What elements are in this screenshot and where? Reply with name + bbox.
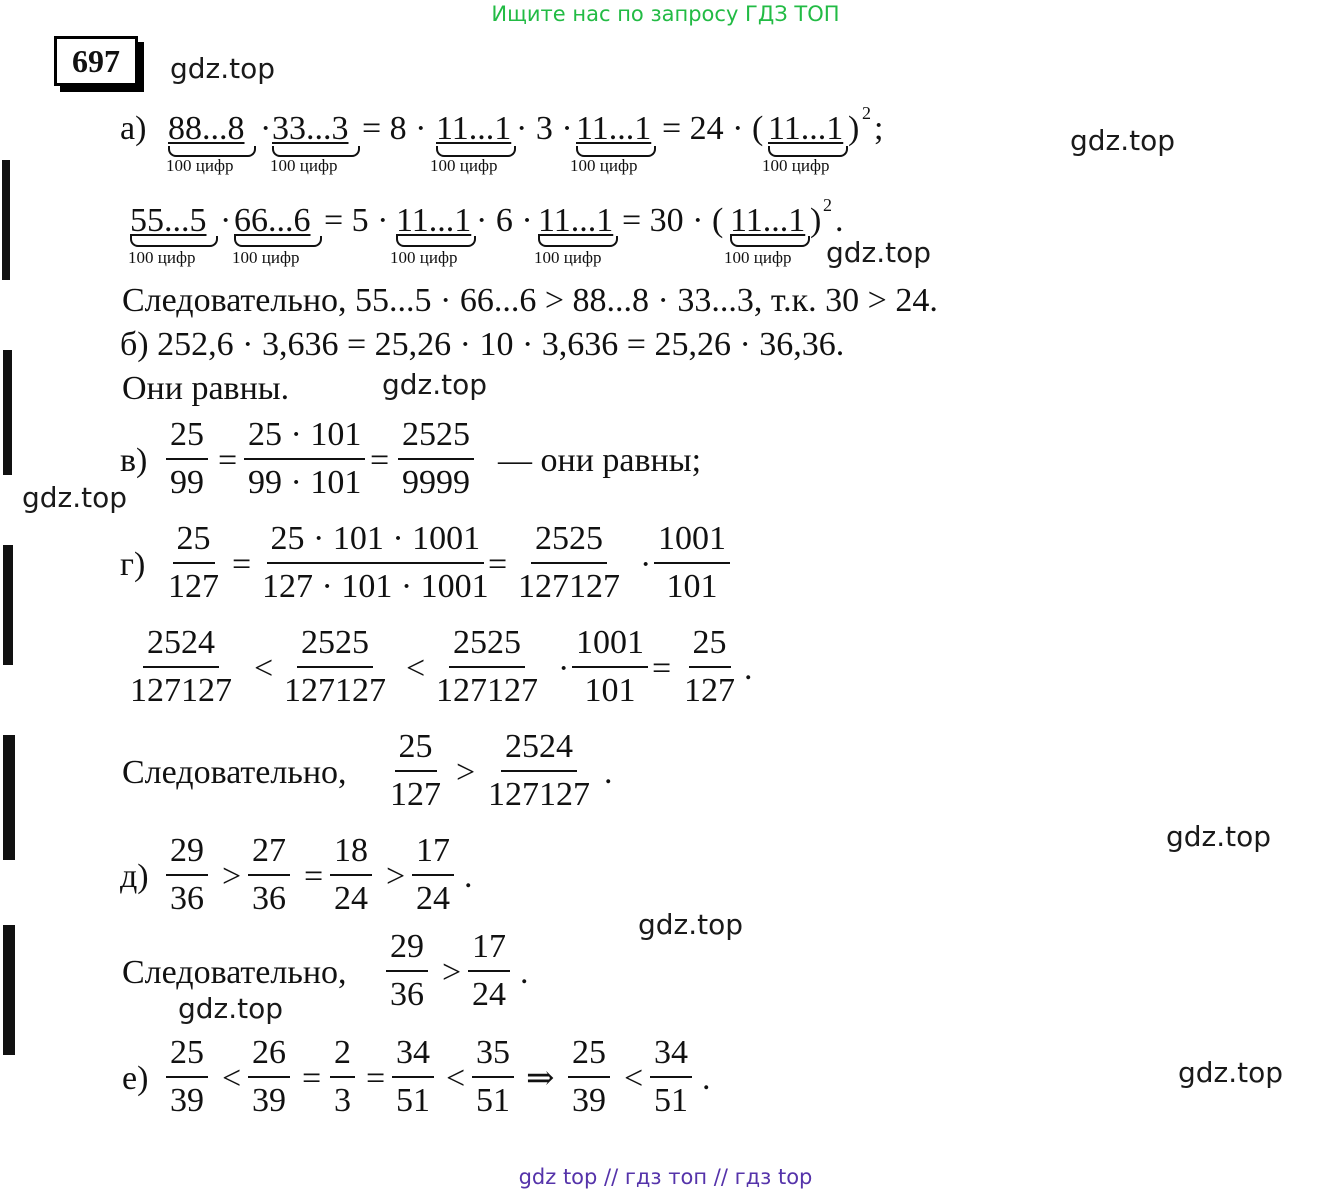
scan-edge-mark <box>2 160 10 280</box>
fraction <box>280 626 390 708</box>
numerator: 2525 <box>297 626 373 668</box>
numerator: 2525 <box>398 418 474 460</box>
period: . <box>702 1060 711 1097</box>
digit-count-caption: 100 цифр <box>762 156 830 175</box>
digit-count-caption: 100 цифр <box>270 156 338 175</box>
fraction <box>330 1036 355 1118</box>
watermark: gdz.top <box>178 992 284 1025</box>
term-33: 33...3 <box>272 110 349 147</box>
denominator: 99 · 101 <box>248 464 362 501</box>
term-11: 11...1 <box>436 110 512 147</box>
denominator: 127127 <box>130 672 232 709</box>
fraction <box>484 730 594 812</box>
site-footer: gdz top // гдз топ // гдз top <box>518 1165 813 1189</box>
expr: . <box>835 202 844 239</box>
denominator: 39 <box>572 1082 606 1119</box>
term-66: 66...6 <box>234 202 311 239</box>
exponent: 2 <box>823 195 832 215</box>
digit-count-caption: 100 цифр <box>390 248 458 267</box>
greater-than: > <box>386 858 406 895</box>
part-a-conclusion: Следовательно, 55...5 · 66...6 > 88...8 · 33...3, т.к. 30 > 24. <box>122 282 938 319</box>
part-d-conclusion-label: Следовательно, <box>122 954 347 991</box>
denominator: 127 <box>390 776 441 813</box>
digit-count-caption: 100 цифр <box>570 156 638 175</box>
less-than: < <box>222 1060 242 1097</box>
denominator: 39 <box>170 1082 204 1119</box>
underbrace <box>130 236 218 247</box>
period: . <box>604 754 613 791</box>
numerator: 26 <box>248 1036 290 1078</box>
scan-edge-mark <box>3 735 15 860</box>
denominator: 39 <box>252 1082 286 1119</box>
underbrace <box>396 236 476 247</box>
part-g-label: г) <box>120 546 146 583</box>
equals: = <box>302 1060 322 1097</box>
numerator: 29 <box>166 834 208 876</box>
numerator: 25 <box>689 626 731 668</box>
part-v-label: в) <box>120 442 148 479</box>
less-than: < <box>254 650 274 687</box>
numerator: 25 <box>395 730 437 772</box>
equals: = <box>232 546 252 583</box>
fraction <box>166 834 208 916</box>
numerator: 2524 <box>143 626 219 668</box>
term-55: 55...5 <box>130 202 207 239</box>
scan-edge-mark <box>3 350 12 475</box>
watermark: gdz.top <box>170 52 276 85</box>
denominator: 127127 <box>488 776 590 813</box>
equals: = <box>366 1060 386 1097</box>
denominator: 36 <box>252 880 286 917</box>
digit-count-caption: 100 цифр <box>232 248 300 267</box>
fraction <box>248 1036 290 1118</box>
denominator: 101 <box>666 568 718 605</box>
watermark: gdz.top <box>826 236 932 269</box>
numerator: 2525 <box>449 626 525 668</box>
fraction <box>654 522 730 604</box>
expr: = 30 · ( <box>622 202 724 239</box>
fraction <box>258 522 493 604</box>
denominator: 127 <box>684 672 735 709</box>
fraction <box>166 1036 208 1118</box>
numerator: 18 <box>330 834 372 876</box>
equals: = <box>652 650 672 687</box>
expr: · 6 · <box>476 202 533 239</box>
watermark: gdz.top <box>1178 1056 1284 1089</box>
fraction <box>468 930 510 1012</box>
fraction <box>330 834 372 916</box>
digit-count-caption: 100 цифр <box>430 156 498 175</box>
term-11: 11...1 <box>576 110 652 147</box>
underbrace <box>730 236 810 247</box>
expr: · 3 · <box>516 110 573 147</box>
digit-count-caption: 100 цифр <box>128 248 196 267</box>
denominator: 24 <box>416 880 450 917</box>
dot: · <box>260 110 272 147</box>
fraction <box>650 1036 692 1118</box>
digit-count-caption: 100 цифр <box>724 248 792 267</box>
numerator: 25 <box>173 522 215 564</box>
digit-count-caption: 100 цифр <box>534 248 602 267</box>
denominator: 36 <box>170 880 204 917</box>
denominator: 101 <box>584 672 636 709</box>
watermark: gdz.top <box>638 908 744 941</box>
implies: ⇒ <box>526 1060 555 1097</box>
term-11: 11...1 <box>538 202 614 239</box>
fraction <box>568 1036 610 1118</box>
numerator: 25 <box>166 1036 208 1078</box>
numerator: 2 <box>330 1036 355 1078</box>
part-g-conclusion-label: Следовательно, <box>122 754 347 791</box>
fraction <box>514 522 624 604</box>
denominator: 51 <box>476 1082 510 1119</box>
scan-edge-mark <box>3 925 15 1055</box>
term-11: 11...1 <box>730 202 806 239</box>
greater-than: > <box>456 754 476 791</box>
part-d-label: д) <box>120 858 149 895</box>
term-11: 11...1 <box>768 110 844 147</box>
watermark: gdz.top <box>22 481 128 514</box>
equals: = <box>304 858 324 895</box>
watermark: gdz.top <box>1166 820 1272 853</box>
denominator: 24 <box>334 880 368 917</box>
equals: = <box>218 442 238 479</box>
numerator: 1001 <box>654 522 730 564</box>
numerator: 1001 <box>572 626 648 668</box>
expr: = 5 · <box>324 202 389 239</box>
equals: = <box>488 546 508 583</box>
denominator: 127127 <box>284 672 386 709</box>
numerator: 25 · 101 · 1001 <box>267 522 485 564</box>
watermark: gdz.top <box>1070 124 1176 157</box>
part-a-label: а) <box>120 110 147 147</box>
numerator: 35 <box>472 1036 514 1078</box>
numerator: 27 <box>248 834 290 876</box>
expr: ) <box>848 110 860 147</box>
fraction <box>412 834 454 916</box>
fraction <box>472 1036 514 1118</box>
part-b-equation: б) 252,6 · 3,636 = 25,26 · 10 · 3,636 = 25,26 · 36,36. <box>120 326 845 363</box>
numerator: 29 <box>386 930 428 972</box>
watermark: gdz.top <box>382 368 488 401</box>
fraction <box>166 418 208 500</box>
denominator: 127 · 101 · 1001 <box>262 568 489 605</box>
denominator: 99 <box>170 464 204 501</box>
underbrace <box>538 236 618 247</box>
fraction <box>386 930 428 1012</box>
greater-than: > <box>222 858 242 895</box>
dot: · <box>220 202 232 239</box>
site-banner: Ищите нас по запросу ГДЗ ТОП <box>491 2 840 26</box>
numerator: 25 <box>568 1036 610 1078</box>
dot: · <box>640 546 652 583</box>
period: . <box>464 858 473 895</box>
scan-edge-mark <box>3 545 13 665</box>
denominator: 51 <box>396 1082 430 1119</box>
expr: ; <box>874 110 884 147</box>
exponent: 2 <box>862 103 871 123</box>
less-than: < <box>624 1060 644 1097</box>
digit-count-caption: 100 цифр <box>166 156 234 175</box>
numerator: 2525 <box>531 522 607 564</box>
fraction <box>398 418 474 500</box>
term-88: 88...8 <box>168 110 245 147</box>
less-than: < <box>406 650 426 687</box>
greater-than: > <box>442 954 462 991</box>
expr: ) <box>810 202 822 239</box>
denominator: 24 <box>472 976 506 1013</box>
part-v-tail: — они равны; <box>498 442 702 479</box>
fraction <box>244 418 365 500</box>
denominator: 9999 <box>402 464 470 501</box>
expr: = 24 · ( <box>662 110 764 147</box>
denominator: 36 <box>390 976 424 1013</box>
expr: = 8 · <box>362 110 427 147</box>
numerator: 17 <box>412 834 454 876</box>
part-b-conclusion: Они равны. <box>122 370 290 407</box>
denominator: 127127 <box>518 568 620 605</box>
fraction <box>248 834 290 916</box>
fraction <box>126 626 236 708</box>
task-number: 697 <box>54 36 138 86</box>
fraction <box>164 522 223 604</box>
less-than: < <box>446 1060 466 1097</box>
dot: · <box>558 650 570 687</box>
denominator: 3 <box>334 1082 351 1119</box>
numerator: 17 <box>468 930 510 972</box>
fraction <box>386 730 445 812</box>
fraction <box>680 626 739 708</box>
denominator: 127 <box>168 568 219 605</box>
numerator: 25 · 101 <box>244 418 365 460</box>
period: . <box>744 650 753 687</box>
fraction <box>572 626 648 708</box>
fraction <box>432 626 542 708</box>
part-e-label: е) <box>122 1060 149 1097</box>
numerator: 34 <box>650 1036 692 1078</box>
numerator: 34 <box>392 1036 434 1078</box>
denominator: 51 <box>654 1082 688 1119</box>
fraction <box>392 1036 434 1118</box>
equals: = <box>370 442 390 479</box>
numerator: 2524 <box>501 730 577 772</box>
underbrace <box>234 236 322 247</box>
denominator: 127127 <box>436 672 538 709</box>
period: . <box>520 954 529 991</box>
term-11: 11...1 <box>396 202 472 239</box>
numerator: 25 <box>166 418 208 460</box>
